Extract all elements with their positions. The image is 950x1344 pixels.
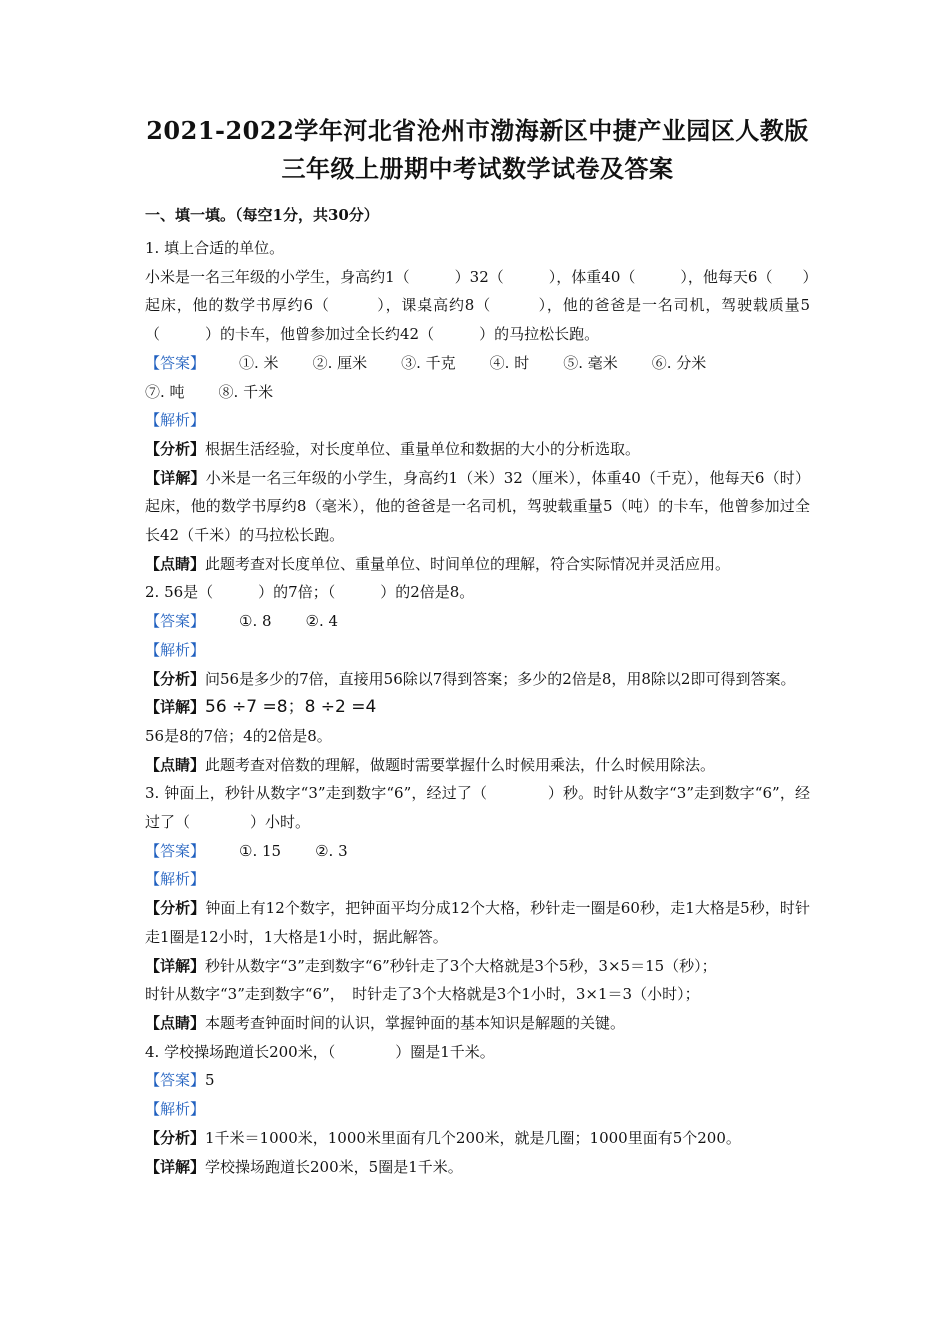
q3-answer-1: ①. 15 — [239, 841, 282, 860]
q4-analysis-tag — [145, 1095, 810, 1124]
answer-tag: 【答案】 — [145, 841, 206, 860]
q2-result: 56是8的7倍；4的2倍是8。 — [145, 726, 332, 745]
q1-body: 小米是一名三年级的小学生，身高约1（ ）32（ ），体重40（ ），他每天6（ ）起床，他的数学书厚约6（ ），课桌高约8（ ），他的爸爸是一名司机，驾驶载质量5（ ）的卡车，他曾参加过全长约42（ ）的马拉松长跑。 — [145, 267, 810, 344]
q1-analysis-tag — [145, 406, 810, 435]
q1-answer-6: ⑥. 分米 — [651, 353, 707, 372]
q4-xiangjie-text: 学校操场跑道长200米，5圈是1千米。 — [205, 1157, 463, 1176]
xiangjie-tag: 【详解】 — [145, 956, 206, 975]
q2-stem: 2. 56是（ ）的7倍；（ ）的2倍是8。 — [145, 583, 475, 602]
q3-dianjing-text: 本题考查钟面时间的认识，掌握钟面的基本知识是解题的关键。 — [205, 1013, 626, 1032]
q1-dianjing — [145, 550, 810, 579]
xiangjie-tag: 【详解】 — [145, 1157, 206, 1176]
q4-fenxi — [145, 1124, 810, 1153]
document-page — [145, 112, 810, 1181]
q1-answer-3: ③. 千克 — [401, 353, 456, 372]
q1-xiangjie-text: 小米是一名三年级的小学生，身高约1（米）32（厘米），体重40（千克），他每天6（时）起床，他的数学书厚约8（毫米），他的爸爸是一名司机，驾驶载重量5（吨）的卡车，他曾参加过全长42（千米）的马拉松长跑。 — [145, 468, 810, 545]
q4-fenxi-text: 1千米＝1000米，1000米里面有几个200米，就是几圈；1000里面有5个200。 — [205, 1128, 741, 1147]
q4-answer-value: 5 — [205, 1071, 215, 1090]
q3-xiangjie-text1: 秒针从数字“3”走到数字“6”秒针走了3个大格就是3个5秒，3×5＝15（秒）； — [205, 956, 717, 975]
q1-fenxi-text: 根据生活经验，对长度单位、重量单位和数据的大小的分析选取。 — [205, 439, 641, 458]
xiangjie-tag: 【详解】 — [145, 698, 206, 717]
answer-tag: 【答案】 — [145, 353, 206, 372]
q3-xiangjie-line2: 时针从数字“3”走到数字“6”， 时针走了3个大格就是3个1小时，3×1＝3（小时）； — [145, 985, 700, 1004]
q1-stem: 1. 填上合适的单位。 — [145, 239, 285, 257]
dianjing-tag: 【点睛】 — [145, 1013, 206, 1032]
q4-stem: 4. 学校操场跑道长200米，（ ）圈是1千米。 — [145, 1042, 495, 1061]
fenxi-tag: 【分析】 — [145, 899, 206, 918]
analysis-tag: 【解析】 — [145, 411, 206, 430]
q3-fenxi — [145, 894, 810, 951]
answer-tag: 【答案】 — [145, 612, 206, 631]
analysis-tag: 【解析】 — [145, 1100, 206, 1119]
q2-fenxi-text: 问56是多少的7倍，直接用56除以7得到答案；多少的2倍是8，用8除以2即可得到答案。 — [205, 669, 796, 688]
document-title-line2: 三年级上册期中考试数学试卷及答案 — [281, 154, 674, 183]
q3-answer-2: ②. 3 — [315, 841, 348, 860]
answer-tag: 【答案】 — [145, 1071, 206, 1090]
q2-answer — [145, 607, 810, 636]
q3-dianjing — [145, 1009, 810, 1038]
dianjing-tag: 【点睛】 — [145, 554, 206, 573]
q3-stem: 3. 钟面上，秒针从数字“3”走到数字“6”，经过了（ ）秒。时针从数字“3”走到数字“6”，经过了（ ）小时。 — [145, 784, 810, 832]
q2-answer-2: ②. 4 — [305, 612, 339, 631]
q2-formula: 56 ÷7 =8；8 ÷2 =4 — [205, 697, 377, 718]
document-title-line1: 2021-2022学年河北省沧州市渤海新区中捷产业园区人教版 — [146, 116, 809, 145]
q3-answer — [145, 837, 810, 866]
xiangjie-tag: 【详解】 — [145, 468, 206, 487]
q1-answer-1: ①. 米 — [239, 353, 279, 372]
q4-xiangjie — [145, 1153, 810, 1182]
q2-dianjing-text: 此题考查对倍数的理解，做题时需要掌握什么时候用乘法，什么时候用除法。 — [205, 755, 716, 774]
fenxi-tag: 【分析】 — [145, 1128, 206, 1147]
q2-xiangjie — [145, 693, 810, 722]
q2-dianjing — [145, 751, 810, 780]
q3-xiangjie — [145, 952, 810, 981]
q2-answer-1: ①. 8 — [239, 612, 272, 631]
q2-analysis-tag — [145, 636, 810, 665]
q1-answer-5: ⑤. 毫米 — [563, 353, 618, 372]
q4-answer — [145, 1066, 810, 1095]
dianjing-tag: 【点睛】 — [145, 755, 206, 774]
q3-fenxi-text: 钟面上有12个数字，把钟面平均分成12个大格，秒针走一圈是60秒，走1大格是5秒，时针走1圈是12小时，1大格是1小时，据此解答。 — [145, 899, 810, 946]
fenxi-tag: 【分析】 — [145, 669, 206, 688]
q1-answer-8: ⑧. 千米 — [218, 382, 274, 401]
q2-fenxi — [145, 665, 810, 694]
q3-analysis-tag — [145, 865, 810, 894]
q1-answer-2: ②. 厘米 — [312, 353, 368, 372]
q1-answer-4: ④. 时 — [489, 353, 530, 372]
analysis-tag: 【解析】 — [145, 870, 206, 889]
q1-answer — [145, 349, 810, 406]
fenxi-tag: 【分析】 — [145, 439, 206, 458]
section-heading: 一、填一填。（每空1分，共30分） — [145, 206, 379, 224]
q1-xiangjie — [145, 464, 810, 550]
q1-fenxi — [145, 435, 810, 464]
analysis-tag: 【解析】 — [145, 640, 206, 659]
q1-answer-7: ⑦. 吨 — [145, 382, 185, 401]
q1-dianjing-text: 此题考查对长度单位、重量单位、时间单位的理解，符合实际情况并灵活应用。 — [205, 554, 731, 573]
